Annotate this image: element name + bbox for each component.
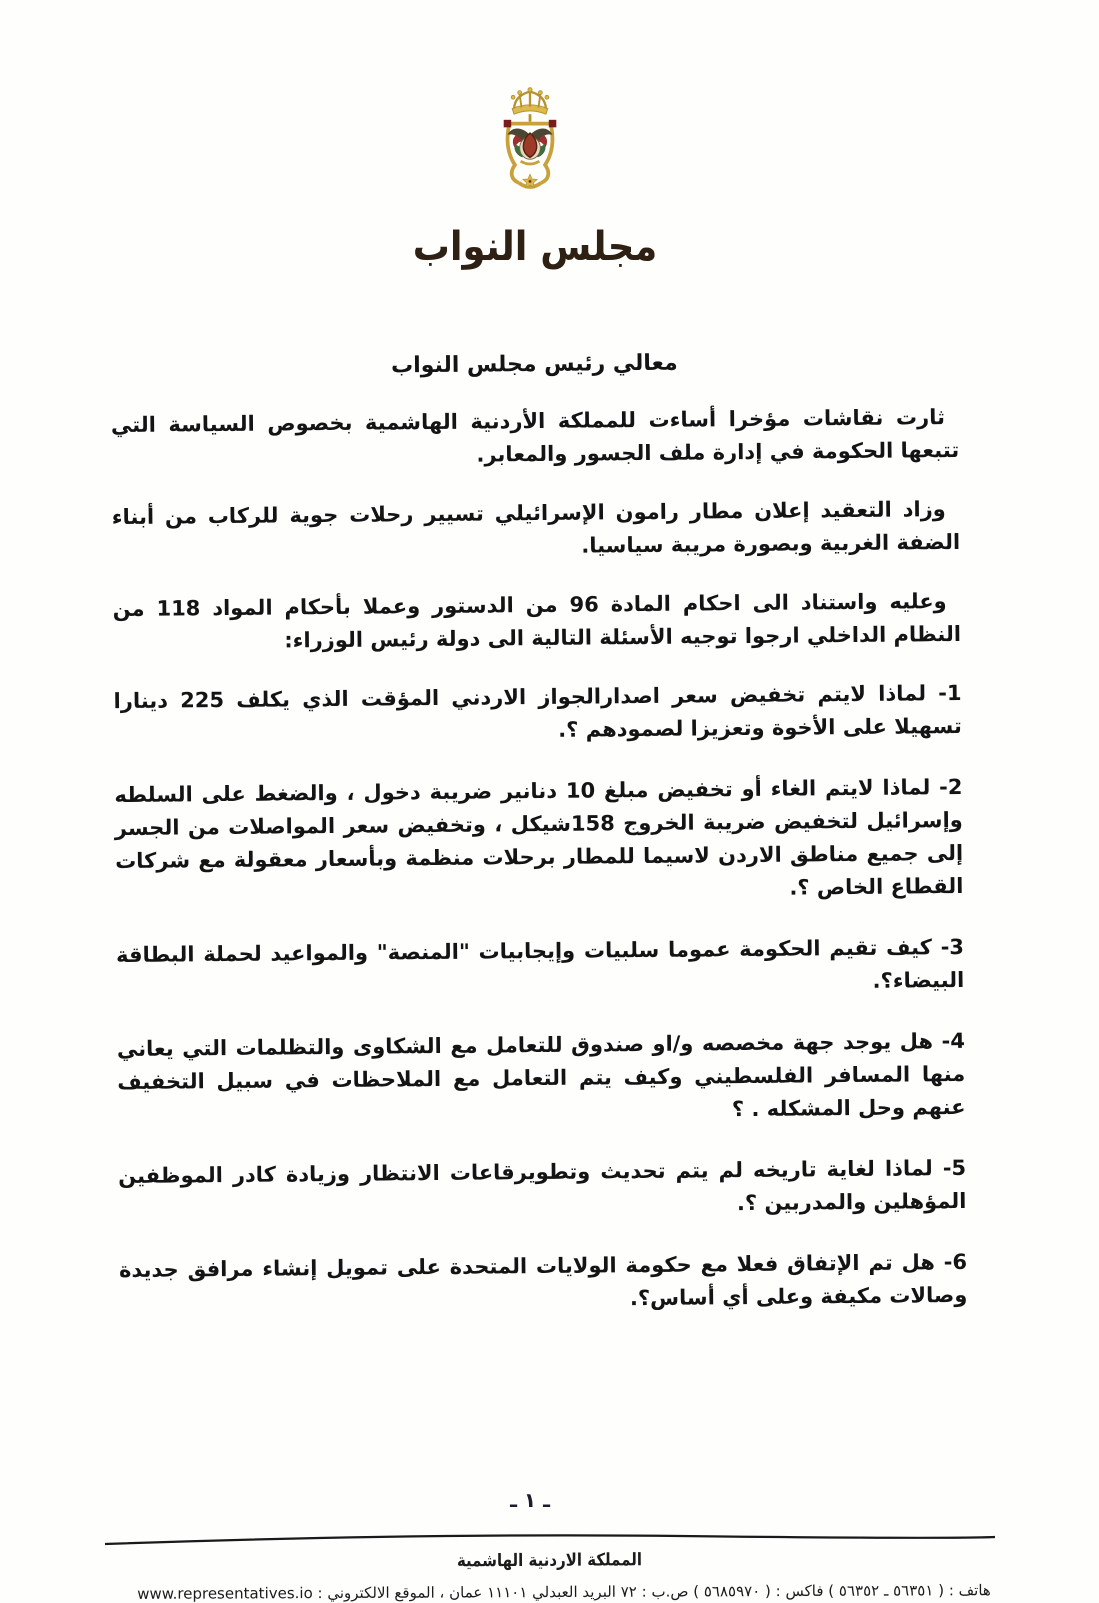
paragraph-ramon-airport: وزاد التعقيد إعلان مطار رامون الإسرائيلي تسيير رحلات جوية للركاب من أبناء الضفة الغربية وبصورة مريبة سياسيا.: [111, 497, 961, 558]
question-4: 4- هل يوجد جهة مخصصه و/او صندوق للتعامل مع الشكاوى والتظلمات التي يعاني منها المسافر الفلسطيني وكيف يتم التعامل مع الملاحظات في سبيل التخفيف عنهم وحل المشكله . ؟: [116, 1028, 966, 1122]
question-5: 5- لماذا لغاية تاريخه لم يتم تحديث وتطويرقاعات الانتظار وزيادة كادر الموظفين المؤهلين والمدربين ؟.: [118, 1155, 967, 1216]
question-1: 1- لماذا لايتم تخفيض سعر اصدارالجواز الاردني المؤقت الذي يكلف 225 دينارا تسهيلا على الأخوة وتعزيزا لصمودهم ؟.: [113, 680, 962, 742]
question-6: 6- هل تم الإتفاق فعلا مع حكومة الولايات المتحدة على تمويل إنشاء مرافق جديدة وصالات مكيفة وعلى أي أساس؟.: [118, 1249, 968, 1311]
assembly-calligraphy: مجلس النواب: [412, 223, 658, 270]
page-number: ـ ١ ـ: [510, 1488, 550, 1512]
question-2: 2- لماذا لايتم الغاء أو تخفيض مبلغ 10 دنانير ضريبة دخول ، والضغط على السلطه وإسرائيل لتخفيض ضريبة الخروج 158شيكل ، وتخفيض سعر المواصلات من الجسر إلى جميع مناطق الاردن لاسيما للمطار برحلات منظمة وبأسعار معقولة مع شركات القطاع الخاص ؟.: [114, 774, 964, 900]
jordan-coat-of-arms-icon: [483, 86, 577, 210]
paragraph-intro: ثارت نقاشات مؤخرا أساءت للمملكة الأردنية الهاشمية بخصوص السياسة التي تتبعها الحكومة في إدارة ملف الجسور والمعابر.: [110, 405, 960, 467]
kingdom-calligraphy: المملكة الاردنية الهاشمية: [456, 1549, 643, 1571]
question-3: 3- كيف تقيم الحكومة عموما سلبيات وإيجابيات "المنصة" والمواعيد لحملة البطاقة البيضاء؟.: [115, 934, 965, 993]
paragraph-constitutional-basis: وعليه واستناد الى احكام المادة 96 من الدستور وعملا بأحكام المواد 118 من النظام الداخلي ارجوا توجيه الأسئلة التالية الى دولة رئيس الوزراء:: [112, 589, 962, 653]
salutation: معالي رئيس مجلس النواب: [390, 350, 678, 379]
letter-body: [110, 344, 968, 1348]
footer-contact-line: هاتف : ( ٥٦٣٥١ ـ ٥٦٣٥٢ ) فاكس : ( ٥٦٨٥٩٧٠ ) ص.ب : ٧٢ البريد العبدلي ١١١٠١ عمان ، الموقع الالكتروني : www.representatives.io: [137, 1581, 991, 1603]
